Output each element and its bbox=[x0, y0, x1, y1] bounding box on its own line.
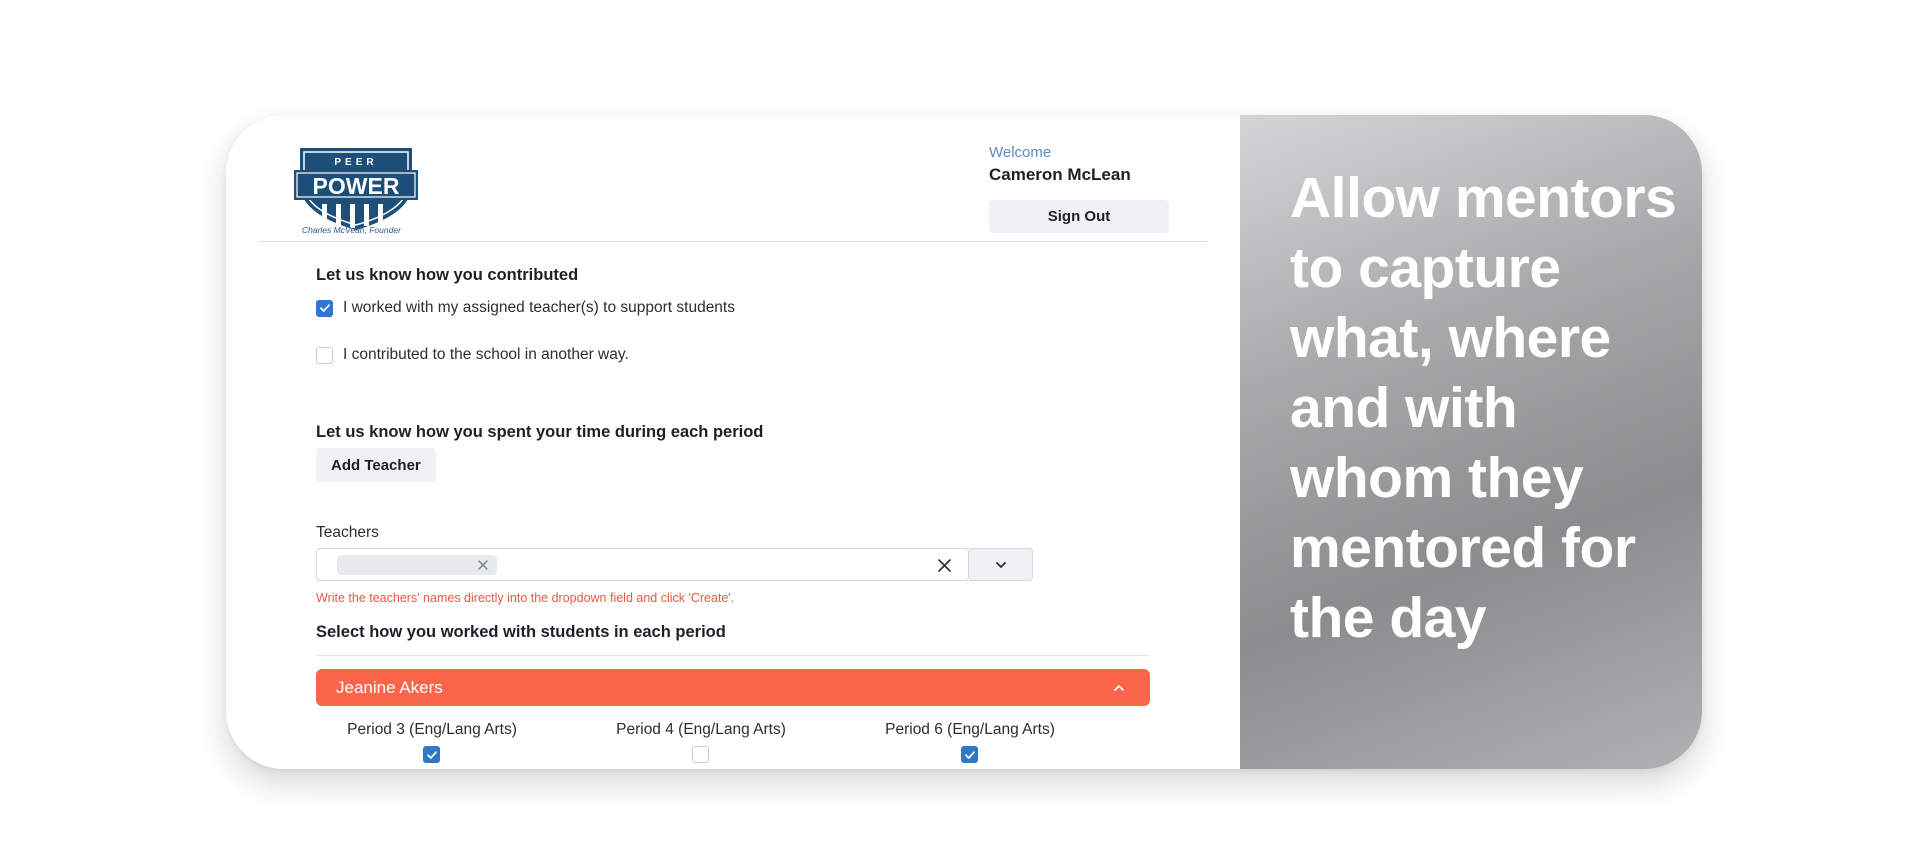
period-3 bbox=[322, 721, 542, 739]
promo-panel bbox=[1240, 115, 1702, 769]
teacher-accordion-name: Jeanine Akers bbox=[336, 678, 443, 697]
add-teacher-button[interactable]: Add Teacher bbox=[316, 448, 436, 482]
check-icon bbox=[319, 302, 331, 314]
logo-main-word: POWER bbox=[312, 173, 400, 199]
check-icon bbox=[426, 749, 438, 761]
period-label: Period 6 (Eng/Lang Arts) bbox=[885, 721, 1055, 738]
teachers-dropdown-toggle[interactable] bbox=[969, 548, 1033, 581]
teachers-hint: Write the teachers' names directly into the dropdown field and click 'Create'. bbox=[316, 591, 735, 605]
checkbox-checked[interactable] bbox=[316, 300, 333, 317]
chevron-down-icon bbox=[994, 560, 1008, 570]
contribution-title: Let us know how you contributed bbox=[316, 266, 579, 284]
periods-section-title: Let us know how you spent your time during each period bbox=[316, 423, 764, 441]
check-icon bbox=[964, 749, 976, 761]
period-3-checkbox[interactable] bbox=[423, 746, 440, 763]
teachers-label: Teachers bbox=[316, 524, 379, 541]
promo-text: Allow mentors to capture what, where and with whom they mentored for the day bbox=[1290, 166, 1677, 650]
welcome-label: Welcome bbox=[989, 144, 1052, 161]
contribution-option-other[interactable] bbox=[316, 346, 629, 364]
showcase-card bbox=[226, 115, 1702, 769]
period-6-checkbox[interactable] bbox=[961, 746, 978, 763]
chevron-up-icon bbox=[1112, 681, 1126, 695]
period-4-checkbox[interactable] bbox=[692, 746, 709, 763]
sign-out-button[interactable]: Sign Out bbox=[989, 200, 1169, 233]
period-label: Period 4 (Eng/Lang Arts) bbox=[616, 721, 786, 738]
peer-power-logo bbox=[294, 144, 418, 236]
clear-icon[interactable] bbox=[937, 558, 952, 573]
teacher-tag bbox=[337, 555, 497, 575]
period-6 bbox=[860, 721, 1080, 739]
section-divider bbox=[316, 655, 1150, 656]
teachers-select[interactable] bbox=[316, 548, 969, 581]
contribution-option-teacher[interactable] bbox=[316, 299, 735, 317]
contribution-option-label: I contributed to the school in another way. bbox=[343, 346, 629, 363]
user-name: Cameron McLean bbox=[989, 165, 1131, 184]
period-4 bbox=[591, 721, 811, 739]
students-section-title: Select how you worked with students in each period bbox=[316, 623, 726, 641]
contribution-option-label: I worked with my assigned teacher(s) to support students bbox=[343, 299, 735, 316]
app-window bbox=[226, 115, 1240, 769]
teacher-accordion-header[interactable] bbox=[316, 669, 1150, 706]
logo-tagline: Charles McVean, Founder bbox=[302, 225, 401, 235]
tag-remove-icon[interactable] bbox=[477, 559, 489, 571]
header-divider bbox=[259, 241, 1207, 242]
logo-top-word: PEER bbox=[334, 157, 378, 168]
period-label: Period 3 (Eng/Lang Arts) bbox=[347, 721, 517, 738]
checkbox-unchecked[interactable] bbox=[316, 347, 333, 364]
